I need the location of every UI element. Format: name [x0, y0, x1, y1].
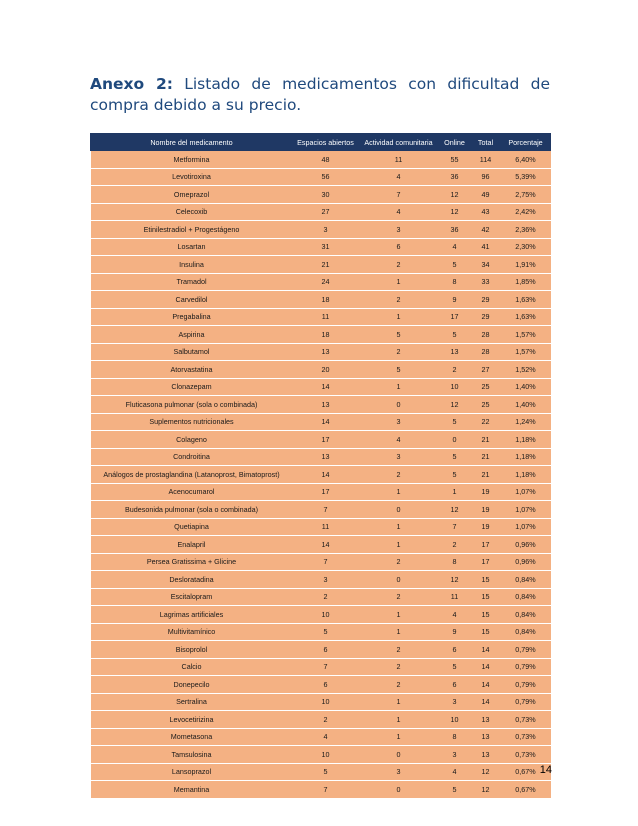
cell-percentage: 1,91% [501, 256, 551, 274]
cell-online: 0 [439, 431, 471, 449]
table-row [91, 676, 551, 694]
cell-name: Levocetirizina [91, 711, 293, 729]
table-row [91, 448, 551, 466]
cell-online: 7 [439, 518, 471, 536]
cell-community: 2 [359, 658, 439, 676]
cell-name: Losartan [91, 238, 293, 256]
cell-percentage: 1,63% [501, 291, 551, 309]
cell-online: 5 [439, 781, 471, 799]
table-body [91, 151, 551, 799]
cell-total: 13 [471, 746, 501, 764]
cell-open-spaces: 3 [293, 221, 359, 239]
cell-name: Tramadol [91, 273, 293, 291]
cell-total: 21 [471, 448, 501, 466]
table-row [91, 483, 551, 501]
table-row [91, 606, 551, 624]
cell-name: Etinilestradiol + Progestágeno [91, 221, 293, 239]
cell-open-spaces: 3 [293, 571, 359, 589]
cell-community: 2 [359, 588, 439, 606]
cell-percentage: 0,84% [501, 623, 551, 641]
cell-community: 5 [359, 326, 439, 344]
cell-percentage: 1,40% [501, 378, 551, 396]
cell-online: 36 [439, 168, 471, 186]
table-row [91, 466, 551, 484]
heading-title: Listado de medicamentos con dificultad de compra debido a su precio. [90, 75, 550, 114]
cell-open-spaces: 7 [293, 553, 359, 571]
cell-open-spaces: 27 [293, 203, 359, 221]
cell-percentage: 1,40% [501, 396, 551, 414]
cell-name: Desloratadina [91, 571, 293, 589]
cell-community: 0 [359, 571, 439, 589]
table-row [91, 221, 551, 239]
table-row [91, 536, 551, 554]
page-heading [90, 74, 550, 116]
cell-open-spaces: 20 [293, 361, 359, 379]
cell-open-spaces: 13 [293, 343, 359, 361]
cell-percentage: 0,67% [501, 781, 551, 799]
cell-percentage: 1,63% [501, 308, 551, 326]
cell-community: 0 [359, 746, 439, 764]
cell-community: 6 [359, 238, 439, 256]
cell-percentage: 0,73% [501, 728, 551, 746]
cell-total: 33 [471, 273, 501, 291]
cell-community: 2 [359, 256, 439, 274]
cell-online: 12 [439, 501, 471, 519]
cell-online: 12 [439, 571, 471, 589]
table-row [91, 151, 551, 169]
table-row [91, 518, 551, 536]
cell-percentage: 1,85% [501, 273, 551, 291]
column-header-total: Total [471, 134, 501, 151]
cell-community: 1 [359, 378, 439, 396]
column-header-percentage: Porcentaje [501, 134, 551, 151]
cell-online: 4 [439, 238, 471, 256]
cell-open-spaces: 31 [293, 238, 359, 256]
cell-percentage: 2,75% [501, 186, 551, 204]
cell-name: Celecoxib [91, 203, 293, 221]
cell-open-spaces: 2 [293, 588, 359, 606]
cell-name: Aspirina [91, 326, 293, 344]
cell-open-spaces: 14 [293, 466, 359, 484]
cell-percentage: 2,36% [501, 221, 551, 239]
cell-total: 19 [471, 518, 501, 536]
cell-name: Multivitamínico [91, 623, 293, 641]
cell-name: Metformina [91, 151, 293, 169]
table-row [91, 658, 551, 676]
cell-online: 12 [439, 186, 471, 204]
table-row [91, 186, 551, 204]
cell-percentage: 0,73% [501, 746, 551, 764]
table-row [91, 571, 551, 589]
cell-community: 3 [359, 413, 439, 431]
cell-online: 6 [439, 641, 471, 659]
cell-name: Insulina [91, 256, 293, 274]
cell-community: 0 [359, 781, 439, 799]
cell-percentage: 0,84% [501, 571, 551, 589]
cell-online: 2 [439, 361, 471, 379]
cell-community: 1 [359, 623, 439, 641]
cell-name: Condroitina [91, 448, 293, 466]
cell-total: 27 [471, 361, 501, 379]
cell-percentage: 0,79% [501, 641, 551, 659]
cell-open-spaces: 14 [293, 378, 359, 396]
cell-community: 2 [359, 553, 439, 571]
cell-total: 17 [471, 553, 501, 571]
cell-open-spaces: 18 [293, 326, 359, 344]
cell-percentage: 1,18% [501, 448, 551, 466]
cell-community: 11 [359, 151, 439, 169]
table-row [91, 273, 551, 291]
cell-online: 36 [439, 221, 471, 239]
table-row [91, 326, 551, 344]
table-row [91, 641, 551, 659]
cell-total: 17 [471, 536, 501, 554]
cell-percentage: 0,79% [501, 658, 551, 676]
cell-name: Escitalopram [91, 588, 293, 606]
cell-online: 5 [439, 256, 471, 274]
cell-online: 11 [439, 588, 471, 606]
table-row [91, 378, 551, 396]
cell-online: 13 [439, 343, 471, 361]
cell-community: 1 [359, 308, 439, 326]
cell-percentage: 0,84% [501, 588, 551, 606]
column-header-name: Nombre del medicamento [91, 134, 293, 151]
cell-name: Lansoprazol [91, 763, 293, 781]
cell-online: 5 [439, 658, 471, 676]
cell-open-spaces: 11 [293, 518, 359, 536]
cell-name: Omeprazol [91, 186, 293, 204]
cell-online: 12 [439, 396, 471, 414]
cell-total: 49 [471, 186, 501, 204]
cell-open-spaces: 7 [293, 501, 359, 519]
cell-open-spaces: 7 [293, 658, 359, 676]
cell-total: 21 [471, 466, 501, 484]
cell-open-spaces: 14 [293, 413, 359, 431]
cell-total: 15 [471, 571, 501, 589]
cell-percentage: 1,18% [501, 431, 551, 449]
table-row [91, 711, 551, 729]
medication-table [90, 133, 551, 799]
cell-online: 5 [439, 326, 471, 344]
cell-online: 5 [439, 413, 471, 431]
cell-name: Quetiapina [91, 518, 293, 536]
cell-community: 1 [359, 273, 439, 291]
cell-name: Budesonida pulmonar (sola o combinada) [91, 501, 293, 519]
cell-total: 14 [471, 676, 501, 694]
cell-percentage: 1,07% [501, 501, 551, 519]
cell-percentage: 1,18% [501, 466, 551, 484]
cell-community: 1 [359, 606, 439, 624]
cell-open-spaces: 10 [293, 693, 359, 711]
cell-name: Levotiroxina [91, 168, 293, 186]
table-row [91, 413, 551, 431]
cell-community: 4 [359, 431, 439, 449]
table-row [91, 781, 551, 799]
cell-open-spaces: 14 [293, 536, 359, 554]
cell-open-spaces: 13 [293, 448, 359, 466]
cell-online: 8 [439, 273, 471, 291]
cell-online: 3 [439, 746, 471, 764]
cell-total: 13 [471, 711, 501, 729]
cell-community: 1 [359, 693, 439, 711]
cell-total: 15 [471, 588, 501, 606]
cell-community: 2 [359, 641, 439, 659]
cell-total: 14 [471, 658, 501, 676]
table-row [91, 168, 551, 186]
cell-percentage: 0,96% [501, 553, 551, 571]
cell-open-spaces: 48 [293, 151, 359, 169]
cell-open-spaces: 17 [293, 483, 359, 501]
cell-name: Mometasona [91, 728, 293, 746]
cell-total: 13 [471, 728, 501, 746]
cell-name: Tamsulosina [91, 746, 293, 764]
cell-name: Enalapril [91, 536, 293, 554]
cell-percentage: 0,79% [501, 693, 551, 711]
table-row [91, 203, 551, 221]
cell-name: Clonazepam [91, 378, 293, 396]
cell-community: 4 [359, 168, 439, 186]
heading-annex-label: Anexo 2: [90, 75, 173, 93]
page-number: 14 [539, 764, 552, 776]
cell-name: Memantina [91, 781, 293, 799]
table-row [91, 396, 551, 414]
cell-total: 96 [471, 168, 501, 186]
cell-name: Salbutamol [91, 343, 293, 361]
cell-community: 0 [359, 501, 439, 519]
cell-open-spaces: 5 [293, 623, 359, 641]
cell-percentage: 1,57% [501, 343, 551, 361]
cell-community: 1 [359, 728, 439, 746]
cell-total: 14 [471, 693, 501, 711]
table-row [91, 693, 551, 711]
cell-community: 4 [359, 203, 439, 221]
table-header-row [91, 134, 551, 151]
cell-percentage: 2,42% [501, 203, 551, 221]
cell-percentage: 6,40% [501, 151, 551, 169]
cell-percentage: 0,84% [501, 606, 551, 624]
cell-online: 3 [439, 693, 471, 711]
cell-percentage: 1,52% [501, 361, 551, 379]
table-row [91, 501, 551, 519]
cell-percentage: 0,73% [501, 711, 551, 729]
cell-percentage: 1,57% [501, 326, 551, 344]
cell-open-spaces: 18 [293, 291, 359, 309]
cell-total: 25 [471, 396, 501, 414]
cell-community: 2 [359, 466, 439, 484]
cell-online: 5 [439, 466, 471, 484]
cell-community: 2 [359, 343, 439, 361]
cell-open-spaces: 56 [293, 168, 359, 186]
cell-online: 9 [439, 623, 471, 641]
cell-name: Persea Gratissima + Glicine [91, 553, 293, 571]
cell-community: 3 [359, 763, 439, 781]
cell-online: 4 [439, 606, 471, 624]
cell-community: 1 [359, 483, 439, 501]
cell-name: Suplementos nutricionales [91, 413, 293, 431]
cell-community: 3 [359, 221, 439, 239]
cell-community: 1 [359, 536, 439, 554]
table-row [91, 431, 551, 449]
cell-community: 3 [359, 448, 439, 466]
cell-total: 29 [471, 308, 501, 326]
cell-online: 55 [439, 151, 471, 169]
cell-open-spaces: 21 [293, 256, 359, 274]
cell-open-spaces: 11 [293, 308, 359, 326]
cell-open-spaces: 4 [293, 728, 359, 746]
cell-open-spaces: 13 [293, 396, 359, 414]
cell-total: 15 [471, 606, 501, 624]
cell-open-spaces: 17 [293, 431, 359, 449]
cell-percentage: 1,24% [501, 413, 551, 431]
cell-community: 2 [359, 676, 439, 694]
column-header-community: Actividad comunitaria [359, 134, 439, 151]
cell-total: 12 [471, 781, 501, 799]
cell-community: 1 [359, 711, 439, 729]
cell-open-spaces: 6 [293, 641, 359, 659]
cell-total: 41 [471, 238, 501, 256]
cell-percentage: 0,96% [501, 536, 551, 554]
table-row [91, 238, 551, 256]
cell-name: Análogos de prostaglandina (Latanoprost, Bimatoprost) [91, 466, 293, 484]
table-row [91, 361, 551, 379]
cell-name: Donepecilo [91, 676, 293, 694]
cell-open-spaces: 6 [293, 676, 359, 694]
cell-name: Calcio [91, 658, 293, 676]
cell-online: 9 [439, 291, 471, 309]
table-row [91, 588, 551, 606]
cell-online: 12 [439, 203, 471, 221]
table-row [91, 553, 551, 571]
cell-open-spaces: 2 [293, 711, 359, 729]
cell-community: 7 [359, 186, 439, 204]
cell-percentage: 0,79% [501, 676, 551, 694]
cell-name: Sertralina [91, 693, 293, 711]
cell-total: 28 [471, 326, 501, 344]
cell-online: 8 [439, 553, 471, 571]
cell-open-spaces: 24 [293, 273, 359, 291]
cell-open-spaces: 7 [293, 781, 359, 799]
cell-total: 28 [471, 343, 501, 361]
table-row [91, 308, 551, 326]
cell-total: 42 [471, 221, 501, 239]
cell-open-spaces: 30 [293, 186, 359, 204]
table-row [91, 623, 551, 641]
cell-percentage: 5,39% [501, 168, 551, 186]
cell-name: Fluticasona pulmonar (sola o combinada) [91, 396, 293, 414]
cell-community: 5 [359, 361, 439, 379]
cell-total: 14 [471, 641, 501, 659]
cell-total: 21 [471, 431, 501, 449]
column-header-open-spaces: Espacios abiertos [293, 134, 359, 151]
cell-percentage: 1,07% [501, 518, 551, 536]
cell-name: Pregabalina [91, 308, 293, 326]
table-row [91, 256, 551, 274]
cell-name: Acenocumarol [91, 483, 293, 501]
cell-online: 10 [439, 711, 471, 729]
cell-name: Colageno [91, 431, 293, 449]
cell-online: 10 [439, 378, 471, 396]
table-row [91, 343, 551, 361]
cell-total: 22 [471, 413, 501, 431]
table-row [91, 291, 551, 309]
cell-total: 34 [471, 256, 501, 274]
cell-total: 43 [471, 203, 501, 221]
cell-percentage: 1,07% [501, 483, 551, 501]
cell-community: 0 [359, 396, 439, 414]
table-row [91, 746, 551, 764]
cell-open-spaces: 10 [293, 746, 359, 764]
cell-total: 15 [471, 623, 501, 641]
cell-total: 25 [471, 378, 501, 396]
cell-name: Carvedilol [91, 291, 293, 309]
cell-open-spaces: 10 [293, 606, 359, 624]
table-row [91, 728, 551, 746]
cell-name: Bisoprolol [91, 641, 293, 659]
column-header-online: Online [439, 134, 471, 151]
cell-total: 114 [471, 151, 501, 169]
cell-total: 19 [471, 483, 501, 501]
cell-total: 19 [471, 501, 501, 519]
cell-open-spaces: 5 [293, 763, 359, 781]
table-row [91, 763, 551, 781]
cell-online: 1 [439, 483, 471, 501]
cell-online: 6 [439, 676, 471, 694]
cell-total: 12 [471, 763, 501, 781]
cell-total: 29 [471, 291, 501, 309]
cell-online: 8 [439, 728, 471, 746]
cell-percentage: 0,67% [501, 763, 551, 781]
cell-online: 2 [439, 536, 471, 554]
cell-percentage: 2,30% [501, 238, 551, 256]
cell-online: 17 [439, 308, 471, 326]
cell-community: 2 [359, 291, 439, 309]
cell-name: Lagrimas artificiales [91, 606, 293, 624]
cell-online: 4 [439, 763, 471, 781]
cell-name: Atorvastatina [91, 361, 293, 379]
cell-online: 5 [439, 448, 471, 466]
cell-community: 1 [359, 518, 439, 536]
